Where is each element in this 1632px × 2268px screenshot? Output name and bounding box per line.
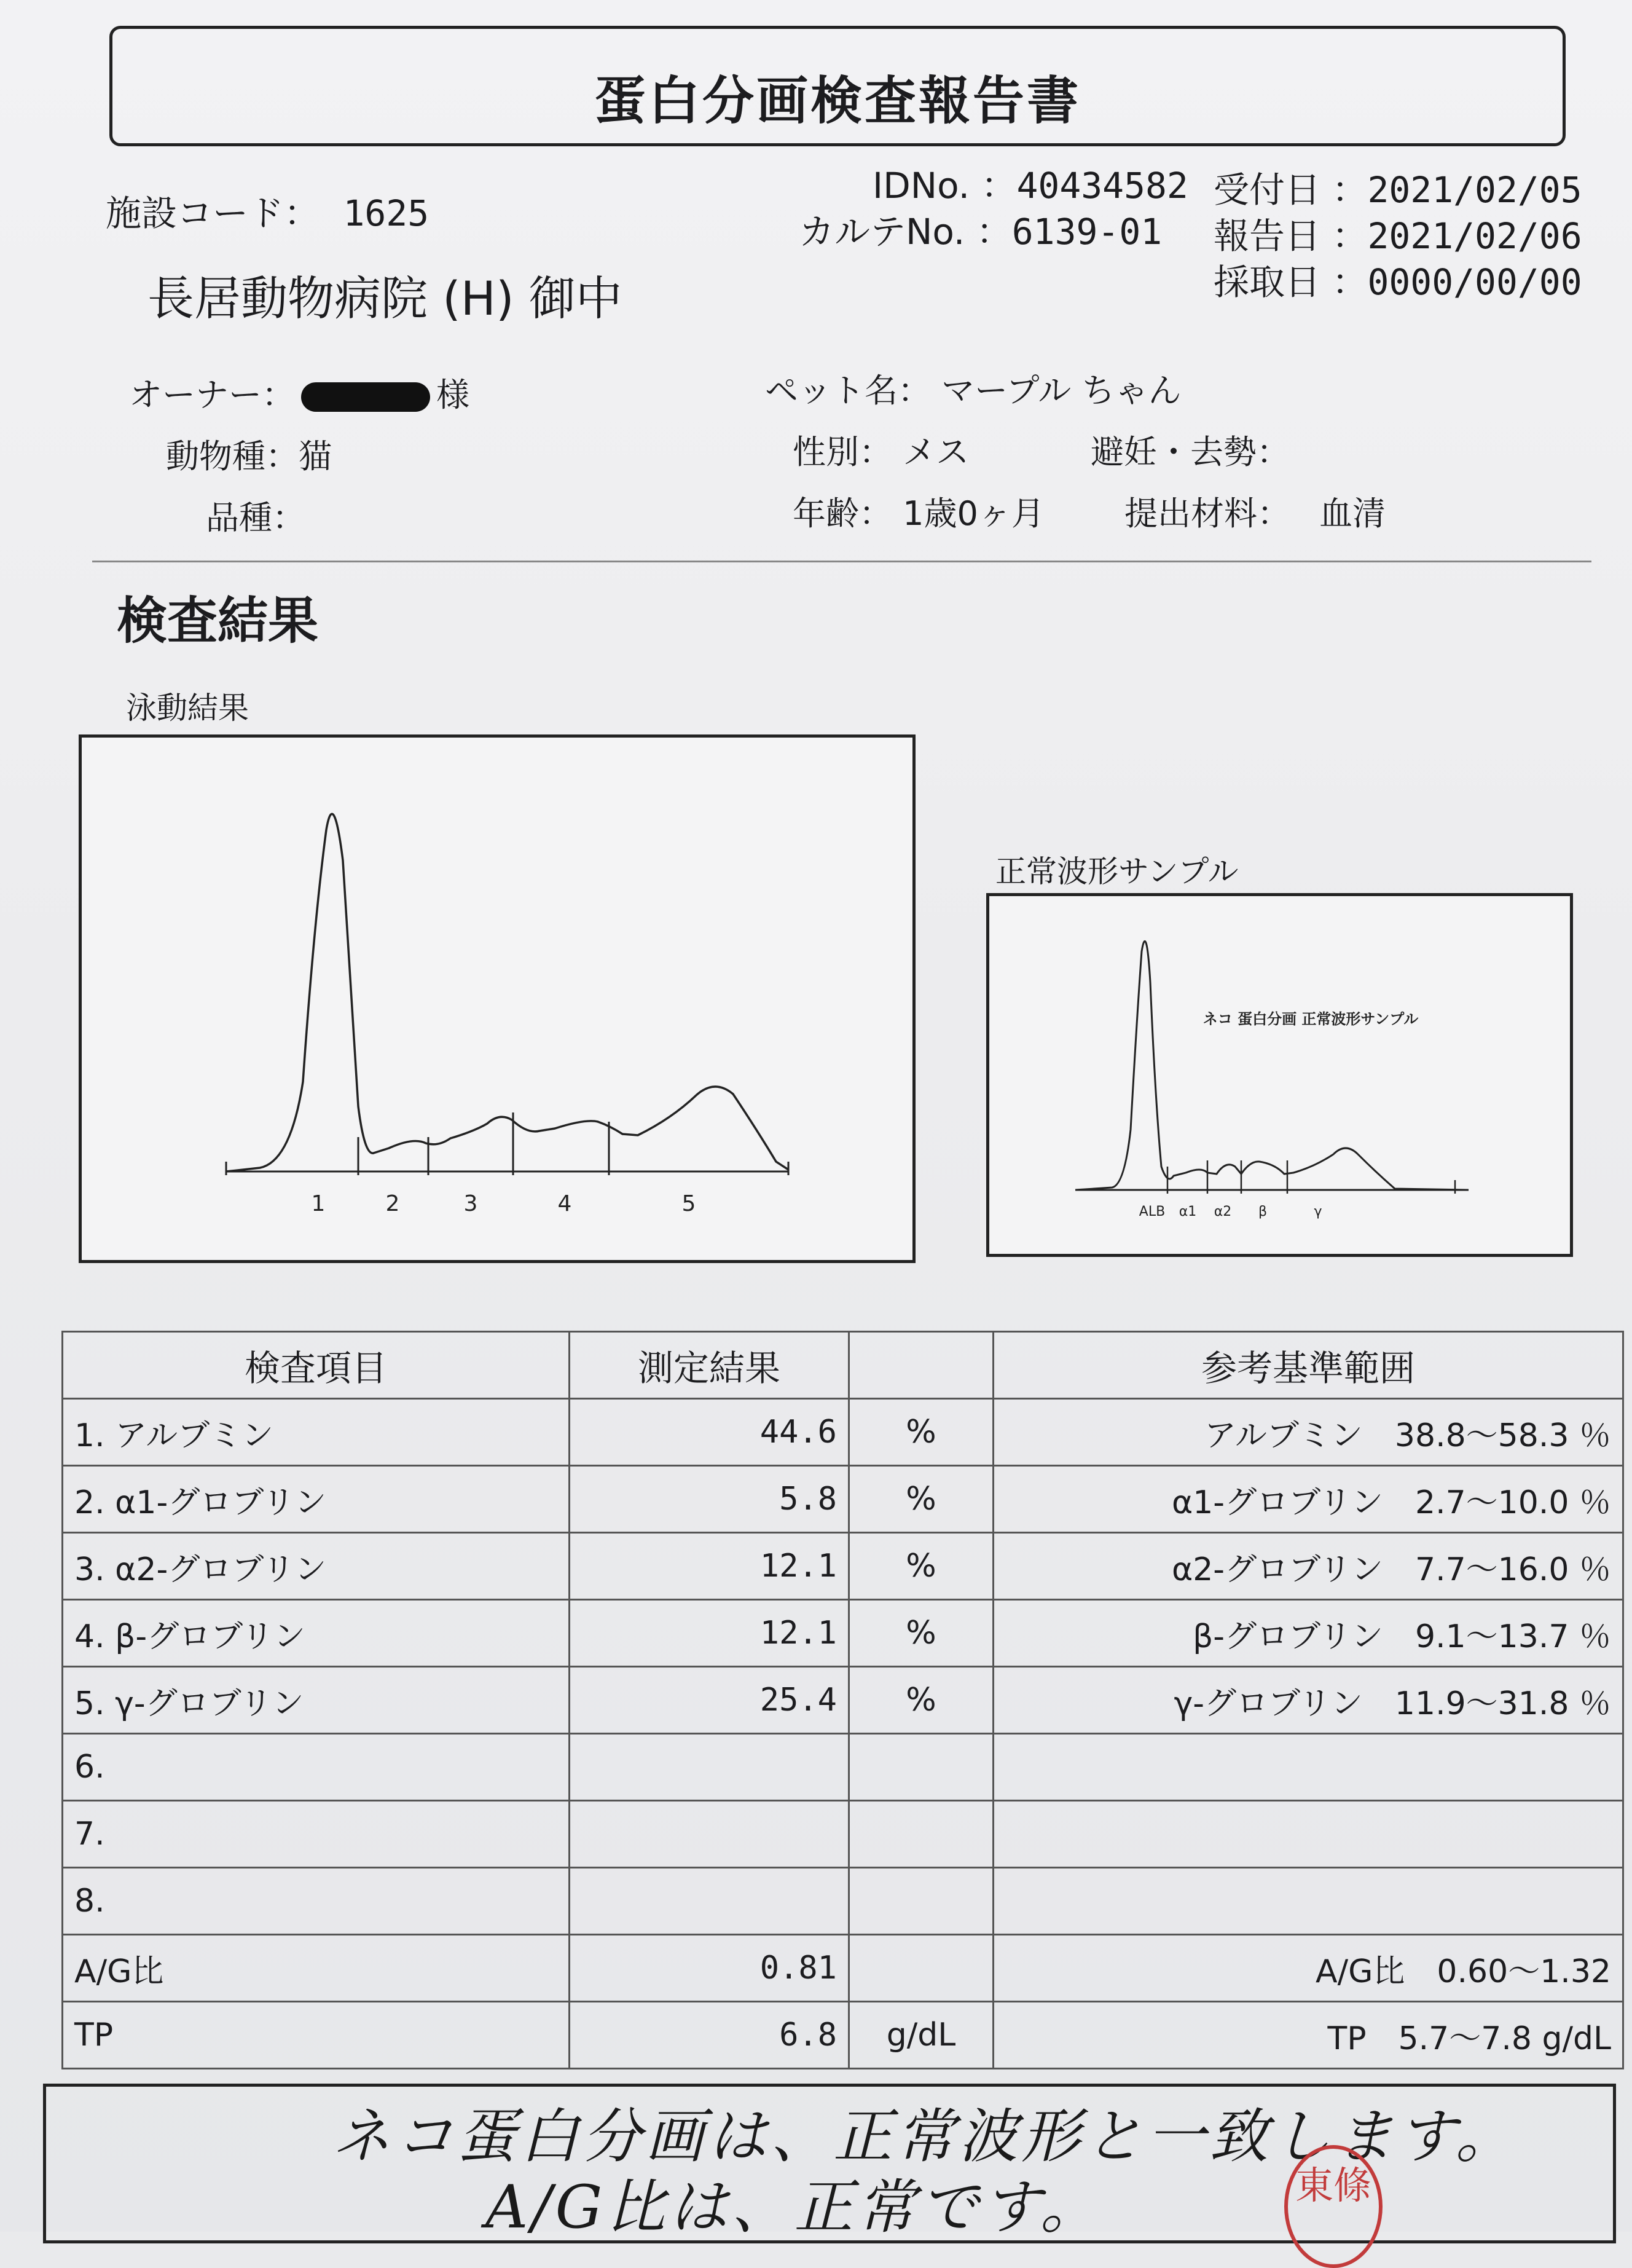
sampled-label: 採取日: [1214, 261, 1321, 303]
table-row: [63, 1935, 1623, 2002]
fraction-label: 3: [463, 1191, 478, 1216]
sampled-date: [1214, 253, 1582, 305]
cell-unit: %: [849, 1466, 994, 1533]
cell-reference: α2-グロブリン 7.7～16.0 ％: [994, 1533, 1623, 1600]
cell-reference: [994, 1801, 1623, 1868]
table-row: [63, 1399, 1623, 1466]
cell-item: 7.: [63, 1801, 570, 1868]
karte-value: ：6139-01: [976, 211, 1163, 253]
breed: [206, 492, 305, 539]
results-table: [61, 1331, 1624, 2069]
age-value: 1歳0ヶ月: [903, 494, 1045, 533]
clinic-name: 長居動物病院 (H) 御中: [147, 271, 622, 326]
id-label: IDNo.: [873, 165, 970, 207]
age: [793, 487, 1045, 535]
cell-value: 44.6: [570, 1399, 849, 1466]
owner-suffix: 様: [436, 376, 469, 414]
karte-number: [799, 203, 1162, 254]
cell-unit: [849, 1734, 994, 1801]
cell-unit: %: [849, 1533, 994, 1600]
report-title: 蛋白分画検査報告書: [594, 71, 1081, 131]
pet-value: マープル ちゃん: [941, 371, 1182, 410]
cell-value: [570, 1801, 849, 1868]
cell-reference: TP 5.7～7.8 g/dL: [994, 2002, 1623, 2069]
cell-item: 8.: [63, 1868, 570, 1935]
cell-item: 3. α2-グロブリン: [63, 1533, 570, 1600]
species-label: 動物種：: [166, 437, 299, 476]
cell-unit: %: [849, 1667, 994, 1734]
cell-reference: β-グロブリン 9.1～13.7 ％: [994, 1600, 1623, 1667]
sex-label: 性別：: [793, 433, 892, 471]
electrophoresis-chart: [79, 734, 916, 1263]
header-result: 測定結果: [570, 1332, 849, 1399]
electrophoresis-svg: [82, 738, 912, 1260]
pet-label: ペット名：: [765, 371, 931, 410]
karte-label: カルテNo.: [799, 211, 965, 253]
normal-fraction-label: α1: [1179, 1204, 1197, 1219]
species: [166, 430, 332, 478]
cell-reference: [994, 1868, 1623, 1935]
cell-reference: A/G比 0.60～1.32: [994, 1935, 1623, 2002]
cell-reference: [994, 1734, 1623, 1801]
reported-date: [1214, 207, 1582, 259]
results-title: 検査結果: [117, 592, 319, 650]
table-row: [63, 1734, 1623, 1801]
cell-unit: %: [849, 1600, 994, 1667]
seal-stamp: [1284, 2145, 1383, 2268]
table-row: [63, 2002, 1623, 2069]
received-label: 受付日: [1214, 169, 1321, 211]
species-value: 猫: [299, 437, 332, 476]
normal-fraction-label: β: [1258, 1204, 1268, 1219]
header-unit: [849, 1332, 994, 1399]
fraction-label: 2: [385, 1191, 400, 1216]
neuter-label: 避妊・去勢：: [1091, 433, 1290, 471]
received-value: ：2021/02/05: [1332, 169, 1582, 211]
stamp-text: 東條: [1295, 2163, 1371, 2208]
id-value: ：40434582: [981, 165, 1188, 207]
cell-value: 12.1: [570, 1533, 849, 1600]
normal-sample-chart: [986, 893, 1573, 1257]
cell-value: 0.81: [570, 1935, 849, 2002]
facility-code-label: 施設コード：: [106, 192, 320, 234]
cell-unit: [849, 1935, 994, 2002]
comment-line-1: ネコ蛋白分画は、正常波形と一致します。: [332, 2102, 1518, 2171]
neuter: [1091, 426, 1290, 473]
cell-item: 6.: [63, 1734, 570, 1801]
table-header-row: [63, 1332, 1623, 1399]
cell-item: 5. γ-グロブリン: [63, 1667, 570, 1734]
fraction-label: 1: [311, 1191, 326, 1216]
header-item: 検査項目: [63, 1332, 570, 1399]
cell-unit: [849, 1868, 994, 1935]
cell-reference: α1-グロブリン 2.7～10.0 ％: [994, 1466, 1623, 1533]
normal-curve: [1075, 941, 1469, 1190]
table-row: [63, 1868, 1623, 1935]
cell-unit: [849, 1801, 994, 1868]
normal-fraction-label: α2: [1214, 1204, 1232, 1219]
reported-value: ：2021/02/06: [1332, 215, 1582, 257]
table-row: [63, 1533, 1623, 1600]
table-row: [63, 1600, 1623, 1667]
normal-fraction-label: ALB: [1139, 1204, 1166, 1219]
normal-sample-title: 正常波形サンプル: [995, 854, 1239, 889]
cell-value: 25.4: [570, 1667, 849, 1734]
electrophoresis-title: 泳動結果: [126, 690, 249, 726]
cell-unit: %: [849, 1399, 994, 1466]
sex-value: メス: [903, 433, 970, 471]
electrophoresis-curve: [226, 814, 788, 1171]
table-row: [63, 1801, 1623, 1868]
cell-value: [570, 1868, 849, 1935]
owner-label: オーナー：: [129, 376, 295, 414]
normal-chart-title: ネコ 蛋白分画 正常波形サンプル: [1202, 1010, 1419, 1028]
comment-line-2: A/G比は、正常です。: [485, 2173, 1103, 2242]
material: [1124, 487, 1386, 535]
normal-sample-svg: [989, 896, 1570, 1254]
age-label: 年齢：: [793, 494, 892, 533]
fraction-label: 4: [557, 1191, 572, 1216]
pet-name: [765, 364, 1181, 412]
cell-reference: γ-グロブリン 11.9～31.8 ％: [994, 1667, 1623, 1734]
facility-code: [106, 184, 429, 236]
sampled-value: ：0000/00/00: [1332, 261, 1582, 303]
sex: [793, 426, 969, 473]
cell-item: 1. アルブミン: [63, 1399, 570, 1466]
received-date: [1214, 161, 1582, 213]
table-row: [63, 1667, 1623, 1734]
cell-unit: g/dL: [849, 2002, 994, 2069]
owner-redaction: [301, 382, 430, 412]
facility-code-value: 1625: [343, 192, 430, 234]
cell-item: TP: [63, 2002, 570, 2069]
cell-item: 2. α1-グロブリン: [63, 1466, 570, 1533]
reported-label: 報告日: [1214, 215, 1321, 257]
breed-label: 品種：: [206, 498, 305, 537]
id-number: [873, 157, 1188, 208]
title-frame: [109, 26, 1566, 146]
fraction-label: 5: [681, 1191, 696, 1216]
material-value: 血清: [1319, 494, 1386, 533]
cell-value: 5.8: [570, 1466, 849, 1533]
cell-value: 12.1: [570, 1600, 849, 1667]
header-reference: 参考基準範囲: [994, 1332, 1623, 1399]
owner: [129, 369, 469, 416]
cell-value: 6.8: [570, 2002, 849, 2069]
section-divider: [92, 561, 1591, 562]
normal-fraction-label: γ: [1314, 1204, 1322, 1219]
cell-value: [570, 1734, 849, 1801]
cell-item: 4. β-グロブリン: [63, 1600, 570, 1667]
cell-reference: アルブミン 38.8～58.3 ％: [994, 1399, 1623, 1466]
table-row: [63, 1466, 1623, 1533]
cell-item: A/G比: [63, 1935, 570, 2002]
material-label: 提出材料：: [1124, 494, 1290, 533]
